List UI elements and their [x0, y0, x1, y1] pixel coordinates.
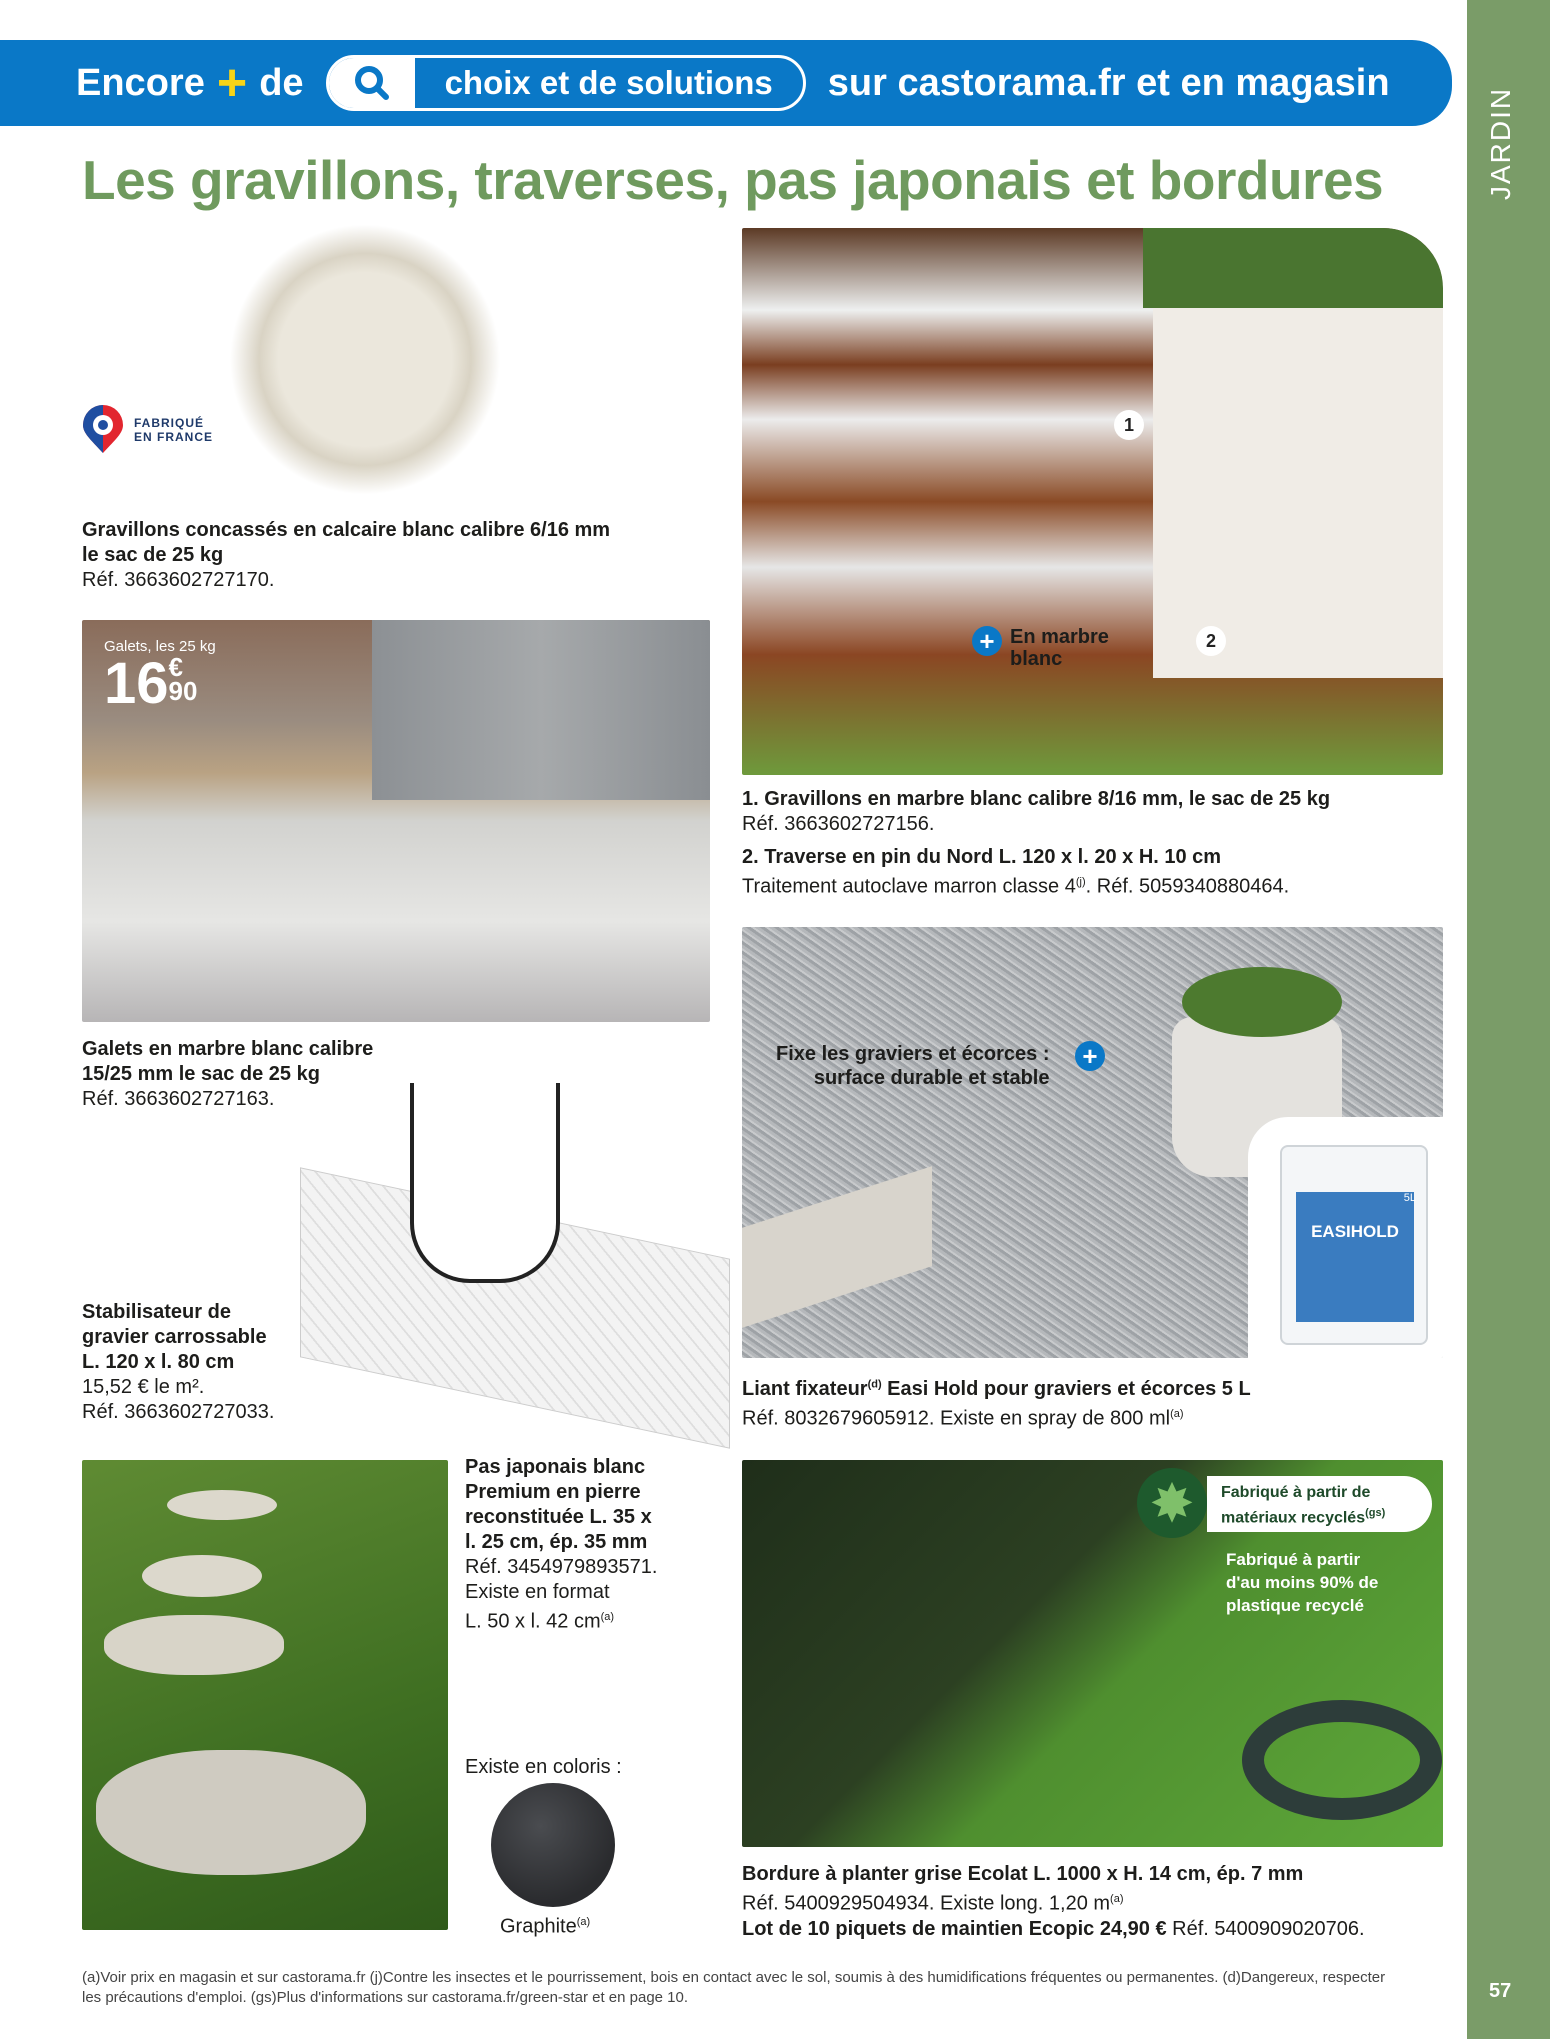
note-line2: d'au moins 90% de — [1226, 1573, 1379, 1592]
footnote-ref: (a) — [1110, 1893, 1124, 1905]
note-line1: Fabriqué à partir — [1226, 1550, 1361, 1569]
plus-icon: + — [972, 626, 1002, 656]
can-size: 5L — [1403, 1192, 1416, 1204]
product-ref: Réf. 5400929504934. Existe long. 1,20 m — [742, 1892, 1111, 1915]
footnotes — [82, 1968, 1452, 2008]
banner-prefix: Encore — [76, 61, 205, 104]
stepping-stones-image — [82, 1460, 448, 1930]
alt-format-size: L. 50 x l. 42 cm — [465, 1610, 601, 1633]
callout-marble — [972, 626, 1109, 670]
footnote-ref: (j) — [1075, 876, 1086, 888]
product-ref: Réf. 3454979893571. — [465, 1556, 658, 1578]
lot-name: Lot de 10 piquets de maintien Ecopic 24,90 € — [742, 1917, 1167, 1940]
product-name-3: L. 120 x l. 80 cm — [82, 1351, 235, 1373]
footnote-line1: (a)Voir prix en magasin et sur castorama.fr (j)Contre les insectes et le pourrissement, bois en contact avec le sol, soumis à des humidifications fréquentes ou permanentes. (d)Dangereux, respecter — [82, 1969, 1386, 1986]
product-name-1: Stabilisateur de — [82, 1301, 231, 1323]
product-ref: Réf. 3663602727156. — [742, 813, 935, 835]
treatment: Traitement autoclave marron classe 4 — [742, 875, 1076, 898]
category-sidebar — [1467, 0, 1550, 2039]
recycled-badge — [1207, 1476, 1432, 1532]
page-number: 57 — [1489, 1980, 1512, 2002]
recycled-note — [1226, 1548, 1378, 1617]
callout-line1: Fixe les graviers et écorces : — [776, 1043, 1050, 1065]
color-swatch-graphite[interactable] — [491, 1783, 615, 1907]
price-decimals: 90 — [168, 676, 198, 706]
badge-line1: Fabriqué à partir de — [1221, 1484, 1371, 1501]
product-liant — [742, 1372, 1251, 1431]
footnote-ref: (d) — [867, 1378, 882, 1390]
banner-de: de — [259, 61, 304, 104]
promo-banner[interactable] — [0, 40, 1452, 126]
price-label: Galets, les 25 kg — [104, 638, 216, 655]
product-name-4: l. 25 cm, ép. 35 mm — [465, 1531, 648, 1553]
product-gravillons-calcaire — [82, 518, 610, 593]
product-pas-japonais — [465, 1455, 657, 1635]
price-integer: 16 — [104, 651, 169, 716]
plus-icon: + — [216, 54, 248, 112]
easihold-can — [1280, 1145, 1428, 1345]
product-name: 1. Gravillons en marbre blanc calibre 8/16 mm, le sac de 25 kg — [742, 788, 1331, 810]
plus-icon: + — [1075, 1041, 1105, 1071]
callout-line1: En marbre — [1010, 626, 1109, 648]
footnote-ref: (gs) — [1365, 1507, 1386, 1519]
search-icon — [329, 58, 415, 108]
footnote-ref: (a) — [1170, 1407, 1184, 1420]
marker-1: 1 — [1114, 410, 1144, 440]
callout-binder — [776, 1042, 1050, 1090]
product-stabilisateur — [82, 1300, 274, 1425]
product-ref: Réf. 3663602727170. — [82, 569, 275, 591]
colors-label: Existe en coloris : — [465, 1756, 622, 1778]
search-pill-text: choix et de solutions — [444, 64, 773, 101]
banner-suffix: sur castorama.fr et en magasin — [827, 61, 1390, 104]
steps-products — [742, 787, 1330, 900]
white-gravel-image — [230, 222, 500, 497]
product-ref: Réf. 3663602727163. — [82, 1088, 275, 1110]
search-pill[interactable] — [326, 55, 806, 111]
mif-line2: EN FRANCE — [134, 430, 214, 444]
alt-format-label: Existe en format — [465, 1581, 610, 1603]
marker-2: 2 — [1196, 626, 1226, 656]
gravel-binder-image — [742, 927, 1443, 1358]
footnote-ref: (a) — [576, 1916, 591, 1928]
color-name — [500, 1910, 590, 1940]
product-name-2: 15/25 mm le sac de 25 kg — [82, 1063, 320, 1085]
product-name-2: Premium en pierre — [465, 1481, 641, 1503]
unit-price: 15,52 € le m². — [82, 1376, 205, 1398]
product-name-3: reconstituée L. 35 x — [465, 1506, 652, 1528]
made-in-france-logo — [80, 405, 213, 455]
product-name-1: Pas japonais blanc — [465, 1456, 646, 1478]
color-name-text: Graphite — [500, 1915, 577, 1938]
product-pack: le sac de 25 kg — [82, 544, 224, 566]
garden-border-image — [742, 1460, 1443, 1847]
product-name-rest: Easi Hold pour graviers et écorces 5 L — [881, 1377, 1251, 1400]
garden-steps-image — [742, 228, 1443, 775]
category-label: JARDIN — [1485, 86, 1516, 200]
price-tag — [104, 651, 216, 716]
white-pebbles-image — [82, 620, 710, 1022]
product-ref: Réf. 3663602727033. — [82, 1401, 275, 1423]
product-bordure — [742, 1862, 1365, 1942]
note-line3: plastique recyclé — [1226, 1596, 1364, 1615]
price-currency: € — [168, 652, 183, 682]
product-ref: . Réf. 5059340880464. — [1085, 875, 1290, 898]
product-name: Liant fixateur — [742, 1377, 868, 1400]
footnote-line2: les précautions d'emploi. (gs)Plus d'informations sur castorama.fr/green-star et en page 10. — [82, 1989, 689, 2006]
page-title: Les gravillons, traverses, pas japonais et bordures — [82, 149, 1384, 211]
mif-line1: FABRIQUÉ — [134, 416, 205, 430]
badge-line2: matériaux recyclés — [1221, 1509, 1366, 1527]
product-name-2: gravier carrossable — [82, 1326, 267, 1348]
gravel-stabilizer-image — [300, 1083, 735, 1410]
callout-line2: blanc — [1010, 648, 1063, 670]
callout-line2: surface durable et stable — [813, 1067, 1050, 1089]
product-name: Bordure à planter grise Ecolat L. 1000 x H. 14 cm, ép. 7 mm — [742, 1863, 1304, 1885]
footnote-ref: (a) — [600, 1611, 615, 1623]
lot-ref: Réf. 5400909020706. — [1166, 1917, 1365, 1940]
can-brand: EASIHOLD — [1296, 1192, 1414, 1322]
product-ref: Réf. 8032679605912. Existe en spray de 800 ml — [742, 1407, 1171, 1430]
green-star-icon: ✸ — [1137, 1468, 1207, 1538]
product-name: Gravillons concassés en calcaire blanc calibre 6/16 mm — [82, 519, 611, 541]
france-pin-icon — [80, 405, 126, 455]
border-roll — [1242, 1700, 1442, 1820]
product-name-1: Galets en marbre blanc calibre — [82, 1038, 374, 1060]
product-name: 2. Traverse en pin du Nord L. 120 x l. 20 x H. 10 cm — [742, 846, 1222, 868]
